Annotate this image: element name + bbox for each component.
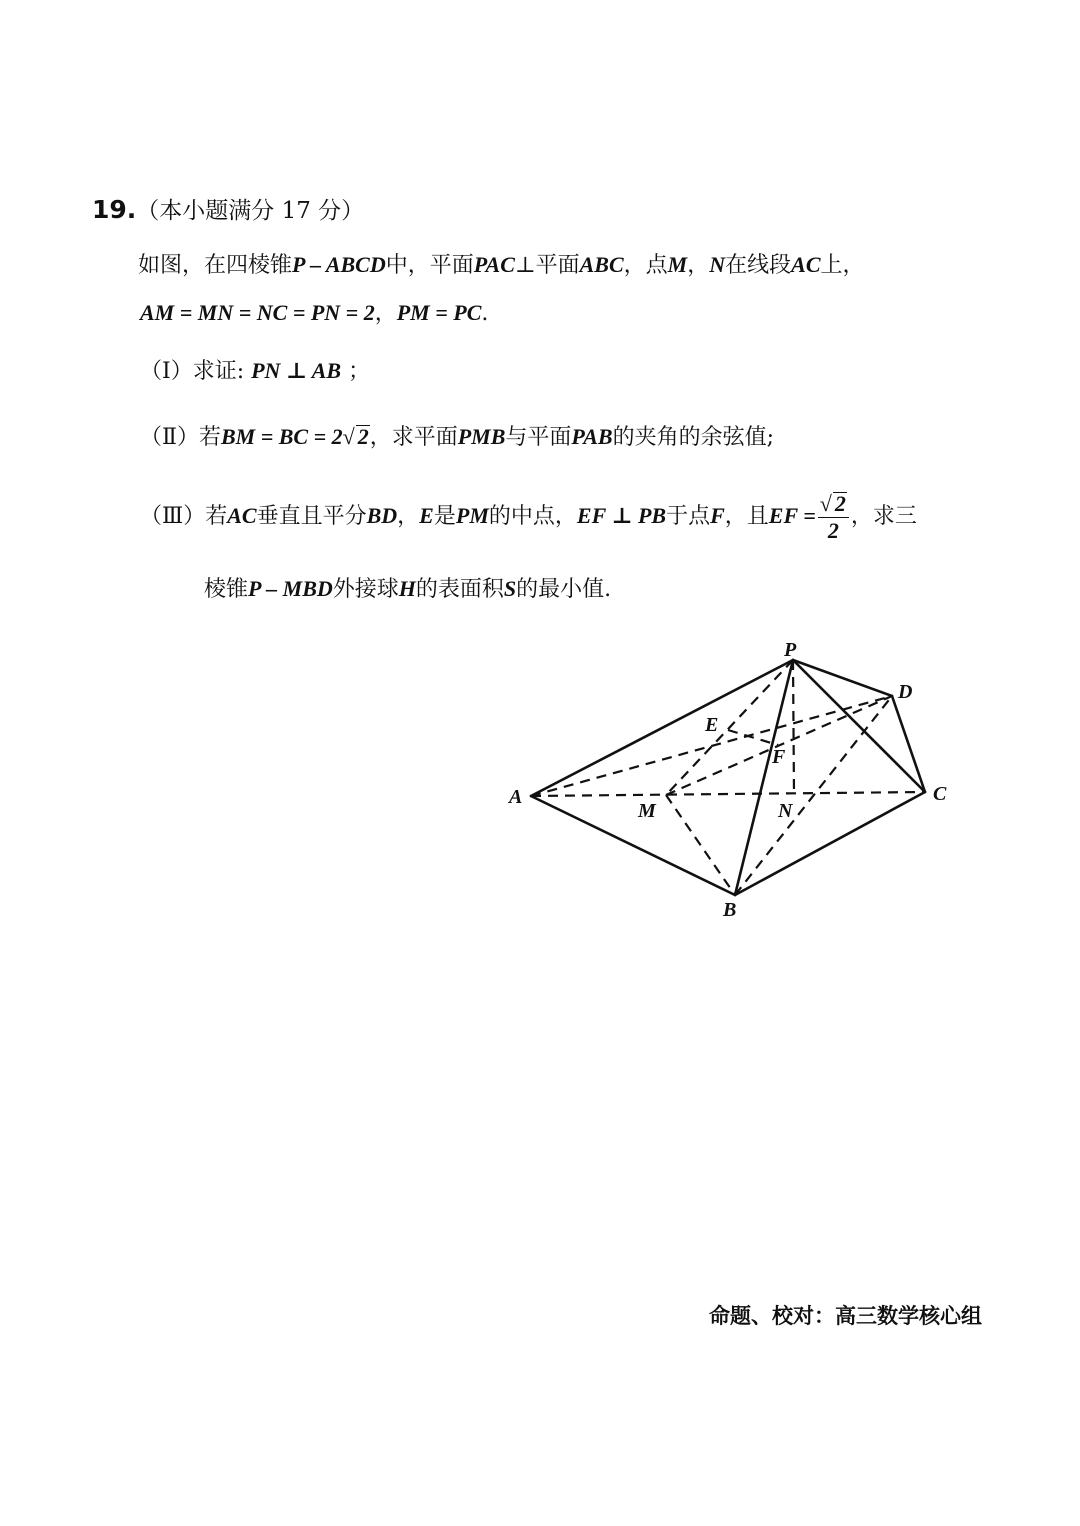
label-n: N: [778, 800, 793, 822]
stem-text: 的表面积: [415, 577, 504, 602]
part-2-label: （Ⅱ）若: [140, 425, 221, 450]
segment-ef: [728, 730, 778, 745]
math-pm: PM: [455, 503, 489, 528]
stem-text: 的最小值.: [516, 577, 612, 602]
edge-bc: [735, 792, 925, 895]
math-point-n: N: [709, 252, 726, 277]
stem-text: 与平面: [505, 425, 572, 450]
math-sphere-h: H: [398, 576, 416, 601]
math-pn-perp-ab: PN ⊥ AB: [251, 358, 342, 383]
math-ef-equals: EF =: [768, 503, 816, 528]
edge-pb: [735, 660, 793, 895]
stem-text: 外接球: [332, 577, 399, 602]
part-3-label: （Ⅲ）若: [140, 504, 228, 529]
question-number: 19: [92, 195, 127, 224]
sqrt-symbol: √: [342, 424, 355, 449]
stem-text: 棱锥: [204, 577, 249, 602]
label-c: C: [933, 783, 947, 805]
stem-text: 上，: [820, 253, 865, 278]
segment-pn: [793, 660, 794, 794]
math-point-e: E: [419, 503, 434, 528]
edge-pa: [531, 660, 793, 796]
stem-text: ；: [348, 359, 371, 384]
label-p: P: [784, 639, 797, 661]
stem-text: ，: [374, 301, 397, 326]
stem-text: 垂直且平分: [256, 504, 367, 529]
math-pm-pc: PM = PC: [396, 300, 482, 325]
stem-text: ，求三: [850, 504, 917, 529]
stem-text: 的中点，: [488, 504, 577, 529]
math-bd: BD: [366, 503, 398, 528]
segment-mb: [666, 795, 735, 895]
stem-text: ，: [397, 504, 420, 529]
edge-pd: [793, 660, 892, 696]
math-point-f: F: [710, 503, 725, 528]
math-plane-pab: PAB: [571, 424, 613, 449]
stem-text: 的夹角的余弦值;: [612, 425, 774, 450]
stem-text: ，且: [724, 504, 769, 529]
score-note: （本小题满分 17 分）: [136, 198, 365, 224]
label-m: M: [638, 800, 656, 822]
sqrt-symbol: √: [819, 490, 832, 516]
stem-text: ，求平面: [369, 425, 458, 450]
math-ac: AC: [227, 503, 257, 528]
stem-text: 中，平面: [385, 253, 474, 278]
math-equal-lengths: AM = MN = NC = PN = 2: [140, 300, 375, 325]
sqrt-radicand: 2: [357, 424, 369, 449]
edge-dc: [892, 696, 925, 792]
label-a: A: [509, 786, 523, 808]
segment-pm: [666, 660, 793, 795]
stem-text: 在线段: [725, 253, 792, 278]
segment-ad: [531, 696, 892, 796]
math-plane-abc: ABC: [579, 252, 624, 277]
math-area-s: S: [503, 576, 517, 601]
math-point-m: M: [667, 252, 688, 277]
edge-ab: [531, 796, 735, 895]
stem-text: .: [481, 301, 489, 326]
fraction-denominator: 2: [827, 517, 839, 543]
sqrt-radicand: 2: [834, 490, 846, 516]
label-b: B: [723, 899, 737, 921]
edge-pc: [793, 660, 925, 792]
math-plane-pac: PAC: [473, 252, 515, 277]
stem-text: 于点: [666, 504, 711, 529]
math-pyramid: P – ABCD: [292, 252, 386, 277]
math-plane-pmb: PMB: [457, 424, 506, 449]
footer-credit: 命题、校对：高三数学核心组: [709, 1303, 982, 1328]
stem-text: ，: [687, 253, 710, 278]
stem-text: ⊥平面: [514, 253, 580, 278]
stem-text: 是: [433, 504, 456, 529]
math-bm-bc: BM = BC = 2: [220, 424, 343, 449]
math-ef-perp-pb: EF ⊥ PB: [576, 503, 667, 528]
label-d: D: [898, 681, 913, 703]
segment-ac: [531, 792, 925, 796]
math-segment-ac: AC: [791, 252, 821, 277]
stem-text: 如图，在四棱锥: [138, 253, 293, 278]
stem-text: ，点: [623, 253, 668, 278]
label-e: E: [705, 714, 719, 736]
label-f: F: [772, 746, 786, 768]
math-tetrahedron: P – MBD: [248, 576, 333, 601]
question-number-dot: .: [126, 195, 137, 224]
part-1-label: （Ⅰ）求证:: [140, 359, 245, 384]
